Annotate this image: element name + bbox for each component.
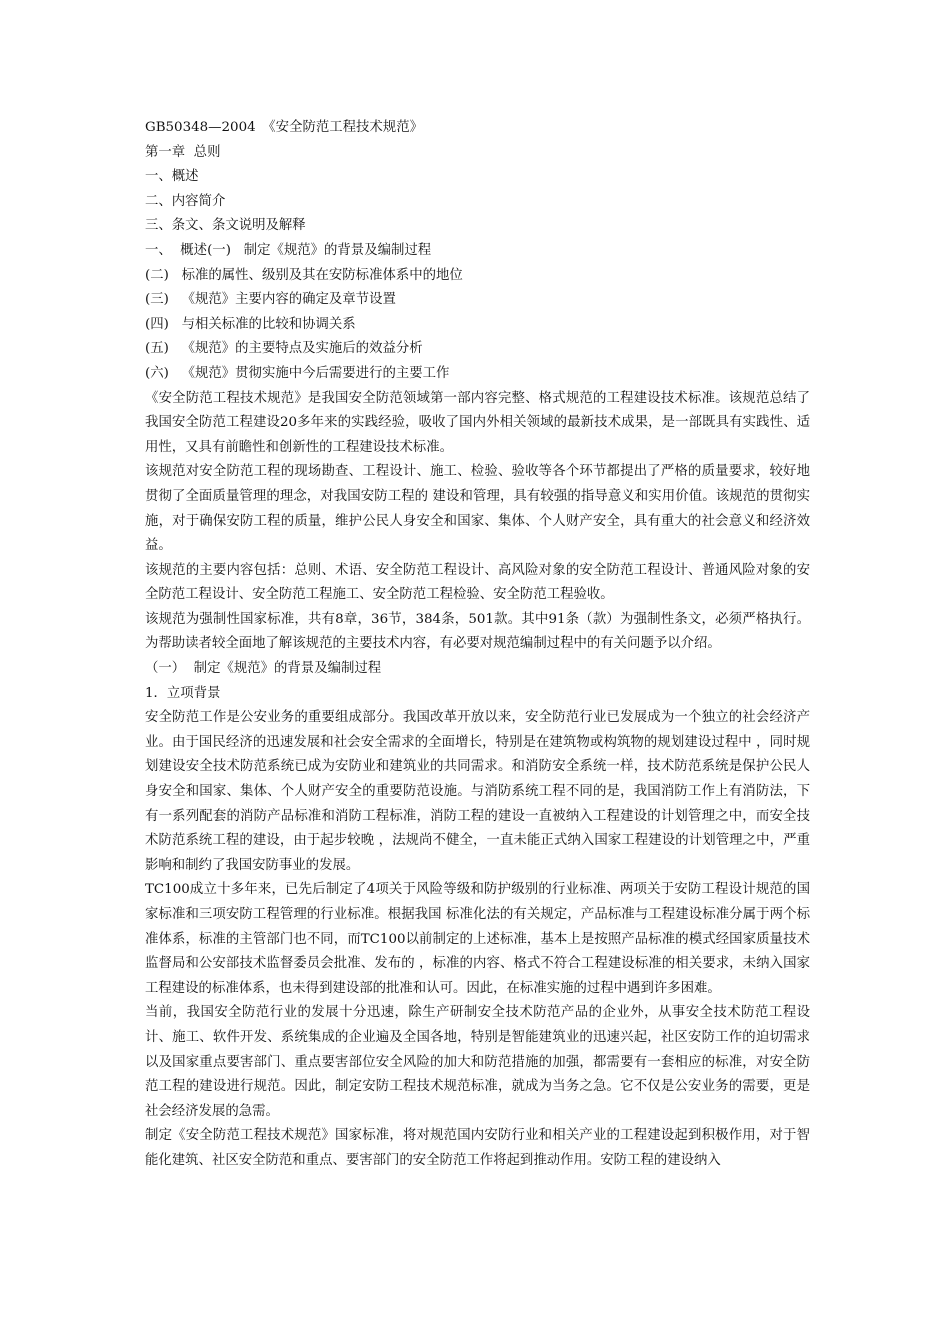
- body-paragraph: 制定《安全防范工程技术规范》国家标准，将对规范国内安防行业和相关产业的工程建设起到积极作用，对于智能化建筑、社区安全防范和重点、要害部门的安全防范工作将起到推动作用。安防工程的建设纳入: [145, 1128, 810, 1168]
- body-paragraph: TC100成立十多年来，已先后制定了4项关于风险等级和防护级别的行业标准、两项关于安防工程设计规范的国家标准和三项安防工程管理的行业标准。根据我国 标准化法的有关规定，产品标准与工程建设标准分属于两个标准体系，标准的主管部门也不同，而TC100以前制定的上述标准，基本上是按照产品标准的模式经国家质量技术监督局和公安部技术监督委员会批准、发布的 ，标准的内容、格式不符合工程建设标准的相关要求，未纳入国家工程建设的标准体系，也未得到建设部的批准和认可。因此，在标准实施的过程中遇到许多困难。: [145, 882, 810, 996]
- document-title: GB50348—2004 《安全防范工程技术规范》: [145, 120, 423, 135]
- body-paragraph: 该规范对安全防范工程的现场勘查、工程设计、施工、检验、验收等各个环节都提出了严格的质量要求，较好地贯彻了全面质量管理的理念，对我国安防工程的 建设和管理，具有较强的指导意义和实用价值。该规范的贯彻实施，对于确保安防工程的质量，维护公民人身安全和国家、集体、个人财产安全，具有重大的社会意义和经济效益。: [145, 464, 810, 554]
- chapter-heading: 第一章 总则: [145, 144, 221, 160]
- toc-sub-item: (六) 《规范》贯彻实施中今后需要进行的主要工作: [145, 365, 450, 381]
- toc-sub-item: (五) 《规范》的主要特点及实施后的效益分析: [145, 341, 423, 357]
- toc-item: 二、内容简介: [145, 193, 226, 209]
- body-paragraph: 该规范为强制性国家标准，共有8章，36节，384条，501款。其中91条（款）为强制性条文，必须严格执行。为帮助读者较全面地了解该规范的主要技术内容，有必要对规范编制过程中的有关问题予以介绍。: [145, 611, 810, 652]
- toc-sub-item: (三) 《规范》主要内容的确定及章节设置: [145, 292, 396, 308]
- toc-item: 一、概述: [145, 169, 199, 185]
- document-page: [145, 116, 810, 1174]
- toc-sub-item: (二) 标准的属性、级别及其在安防标准体系中的地位: [145, 267, 463, 283]
- body-paragraph: 该规范的主要内容包括：总则、术语、安全防范工程设计、高风险对象的安全防范工程设计、普通风险对象的安全防范工程设计、安全防范工程施工、安全防范工程检验、安全防范工程验收。: [145, 562, 810, 603]
- toc-sub-item: (四) 与相关标准的比较和协调关系: [145, 316, 356, 332]
- subsection-heading: 1．立项背景: [145, 685, 221, 701]
- body-paragraph: 安全防范工作是公安业务的重要组成部分。我国改革开放以来，安全防范行业已发展成为一个独立的社会经济产业。由于国民经济的迅速发展和社会安全需求的全面增长，特别是在建筑物或构筑物的规划建设过程中 ，同时规划建设安全技术防范系统已成为安防业和建筑业的共同需求。和消防安全系统一样，技术防范系统是保护公民人身安全和国家、集体、个人财产安全的重要防范设施。与消防系统工程不同的是，我国消防工作上有消防法，下有一系列配套的消防产品标准和消防工程标准，消防工程的建设一直被纳入工程建设的计划管理之中，而安全技术防范系统工程的建设，由于起步较晚 ，法规尚不健全，一直未能正式纳入国家工程建设的计划管理之中，严重影响和制约了我国安防事业的发展。: [145, 710, 810, 873]
- body-paragraph: 当前，我国安全防范行业的发展十分迅速，除生产研制安全技术防范产品的企业外，从事安全技术防范工程设计、施工、软件开发、系统集成的企业遍及全国各地，特别是智能建筑业的迅速兴起，社区安防工作的迫切需求以及国家重点要害部门、重点要害部位安全风险的加大和防范措施的加强，都需要有一套相应的标准，对安全防范工程的建设进行规范。因此，制定安防工程技术规范标准，就成为当务之急。它不仅是公安业务的需要，更是社会经济发展的急需。: [145, 1005, 810, 1119]
- toc-item: 三、条文、条文说明及解释: [145, 218, 306, 234]
- body-paragraph: 《安全防范工程技术规范》是我国安全防范领域第一部内容完整、格式规范的工程建设技术标准。该规范总结了我国安全防范工程建设20多年来的实践经验，吸收了国内外相关领域的最新技术成果，是一部既具有实践性、适用性，又具有前瞻性和创新性的工程建设技术标准。: [145, 390, 810, 455]
- section-heading: （一） 制定《规范》的背景及编制过程: [145, 661, 382, 677]
- toc-sub-item: 一、 概述(一) 制定《规范》的背景及编制过程: [145, 242, 432, 258]
